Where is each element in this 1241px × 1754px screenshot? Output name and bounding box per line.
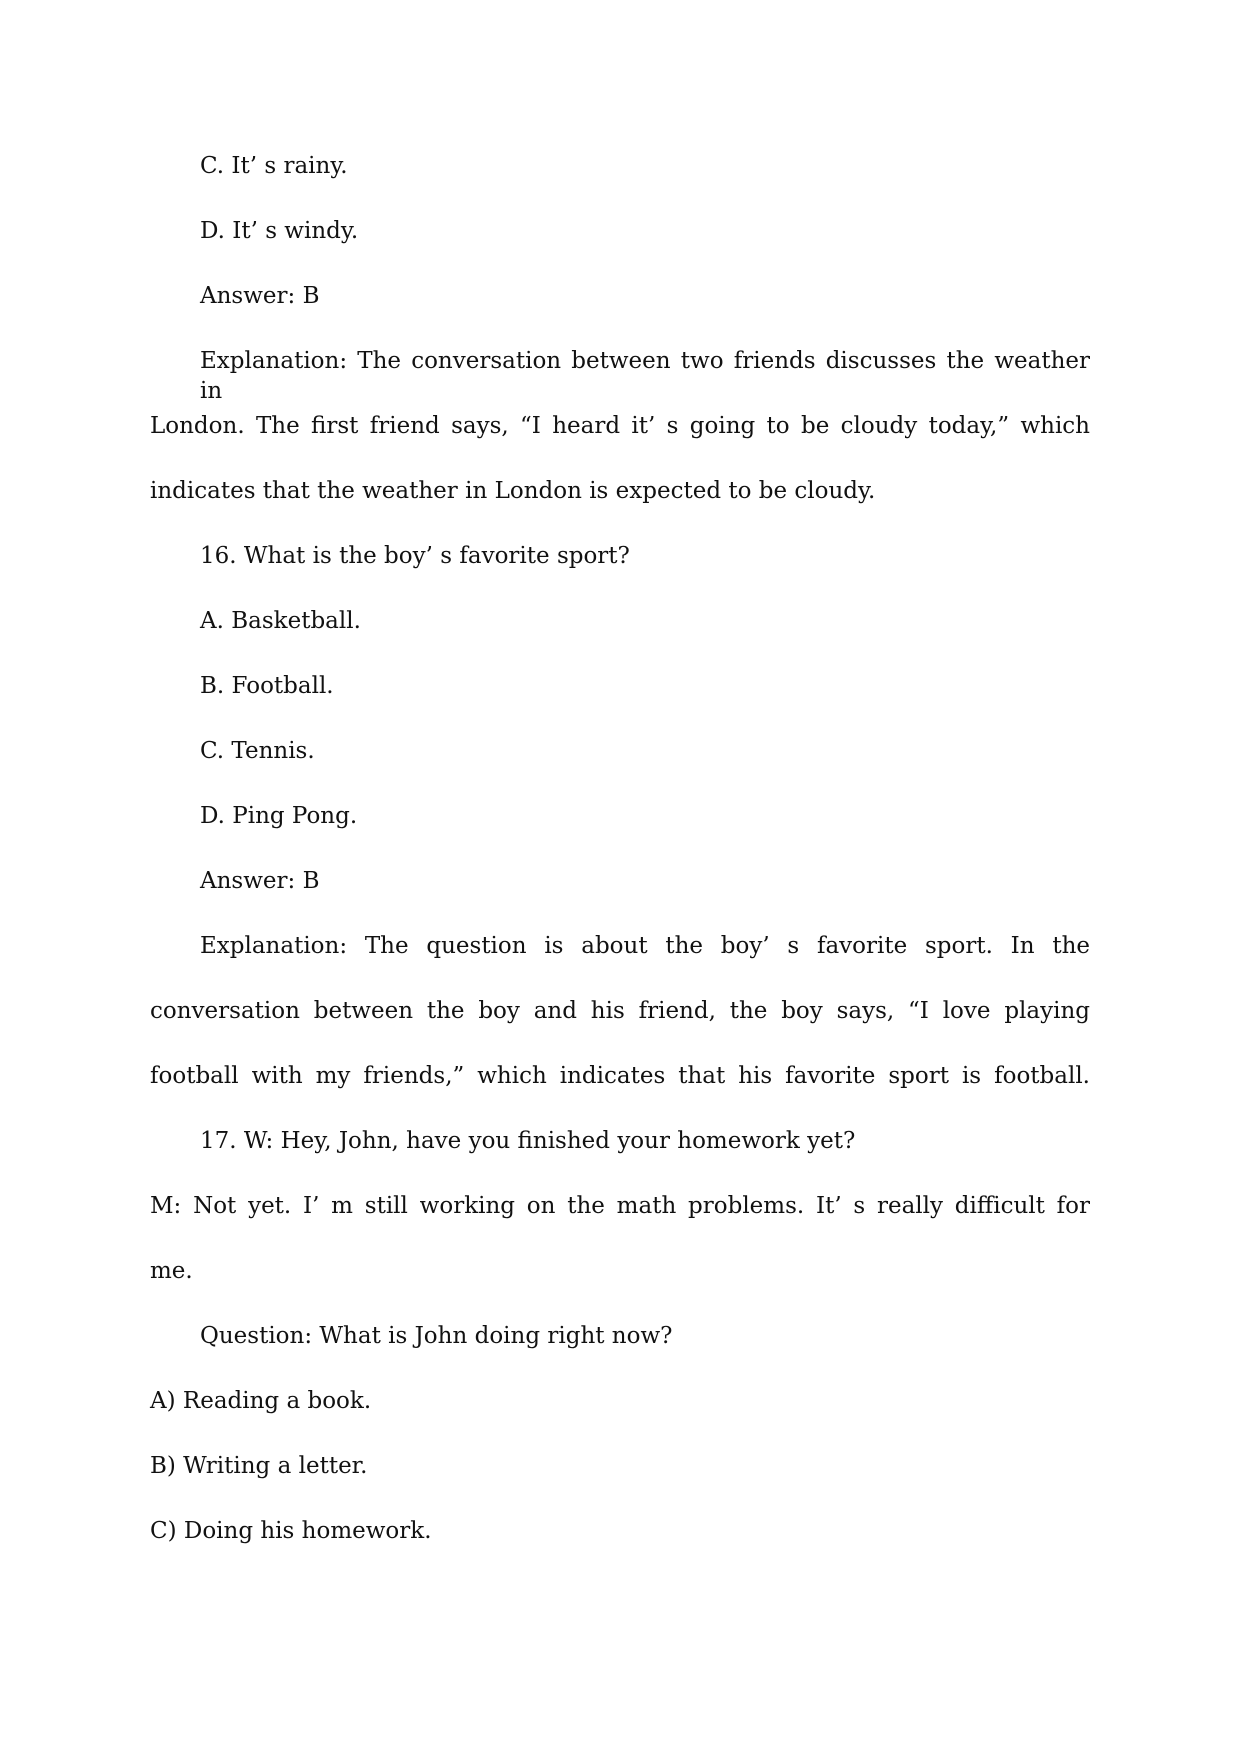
explanation-15-line-2: London. The first friend says, “I heard it’ s going to be cloudy today,” which xyxy=(150,413,1090,439)
option-a-basketball: A. Basketball. xyxy=(200,608,361,634)
option-c-homework: C) Doing his homework. xyxy=(150,1518,432,1544)
option-b-writing: B) Writing a letter. xyxy=(150,1453,368,1479)
explanation-16-line-3: football with my friends,” which indicates that his favorite sport is football. xyxy=(150,1063,1090,1089)
answer-16: Answer: B xyxy=(200,868,320,894)
option-d-ping-pong: D. Ping Pong. xyxy=(200,803,358,829)
question-17-dialogue-m-continued: me. xyxy=(150,1258,193,1284)
option-b-football: B. Football. xyxy=(200,673,334,699)
explanation-16-line-2: conversation between the boy and his friend, the boy says, “I love playing xyxy=(150,998,1090,1024)
question-17-dialogue-m: M: Not yet. I’ m still working on the math problems. It’ s really difficult for xyxy=(150,1193,1090,1219)
explanation-16-line-1: Explanation: The question is about the boy’ s favorite sport. In the xyxy=(200,933,1090,959)
question-17-dialogue-w: 17. W: Hey, John, have you finished your homework yet? xyxy=(200,1128,856,1154)
option-a-reading: A) Reading a book. xyxy=(150,1388,372,1414)
question-16: 16. What is the boy’ s favorite sport? xyxy=(200,543,630,569)
explanation-15-line-1: Explanation: The conversation between two friends discusses the weather in xyxy=(200,348,1090,404)
question-17-prompt: Question: What is John doing right now? xyxy=(200,1323,673,1349)
option-c-rainy: C. It’ s rainy. xyxy=(200,153,348,179)
answer-15: Answer: B xyxy=(200,283,320,309)
option-d-windy: D. It’ s windy. xyxy=(200,218,359,244)
explanation-15-line-3: indicates that the weather in London is expected to be cloudy. xyxy=(150,478,876,504)
option-c-tennis: C. Tennis. xyxy=(200,738,315,764)
